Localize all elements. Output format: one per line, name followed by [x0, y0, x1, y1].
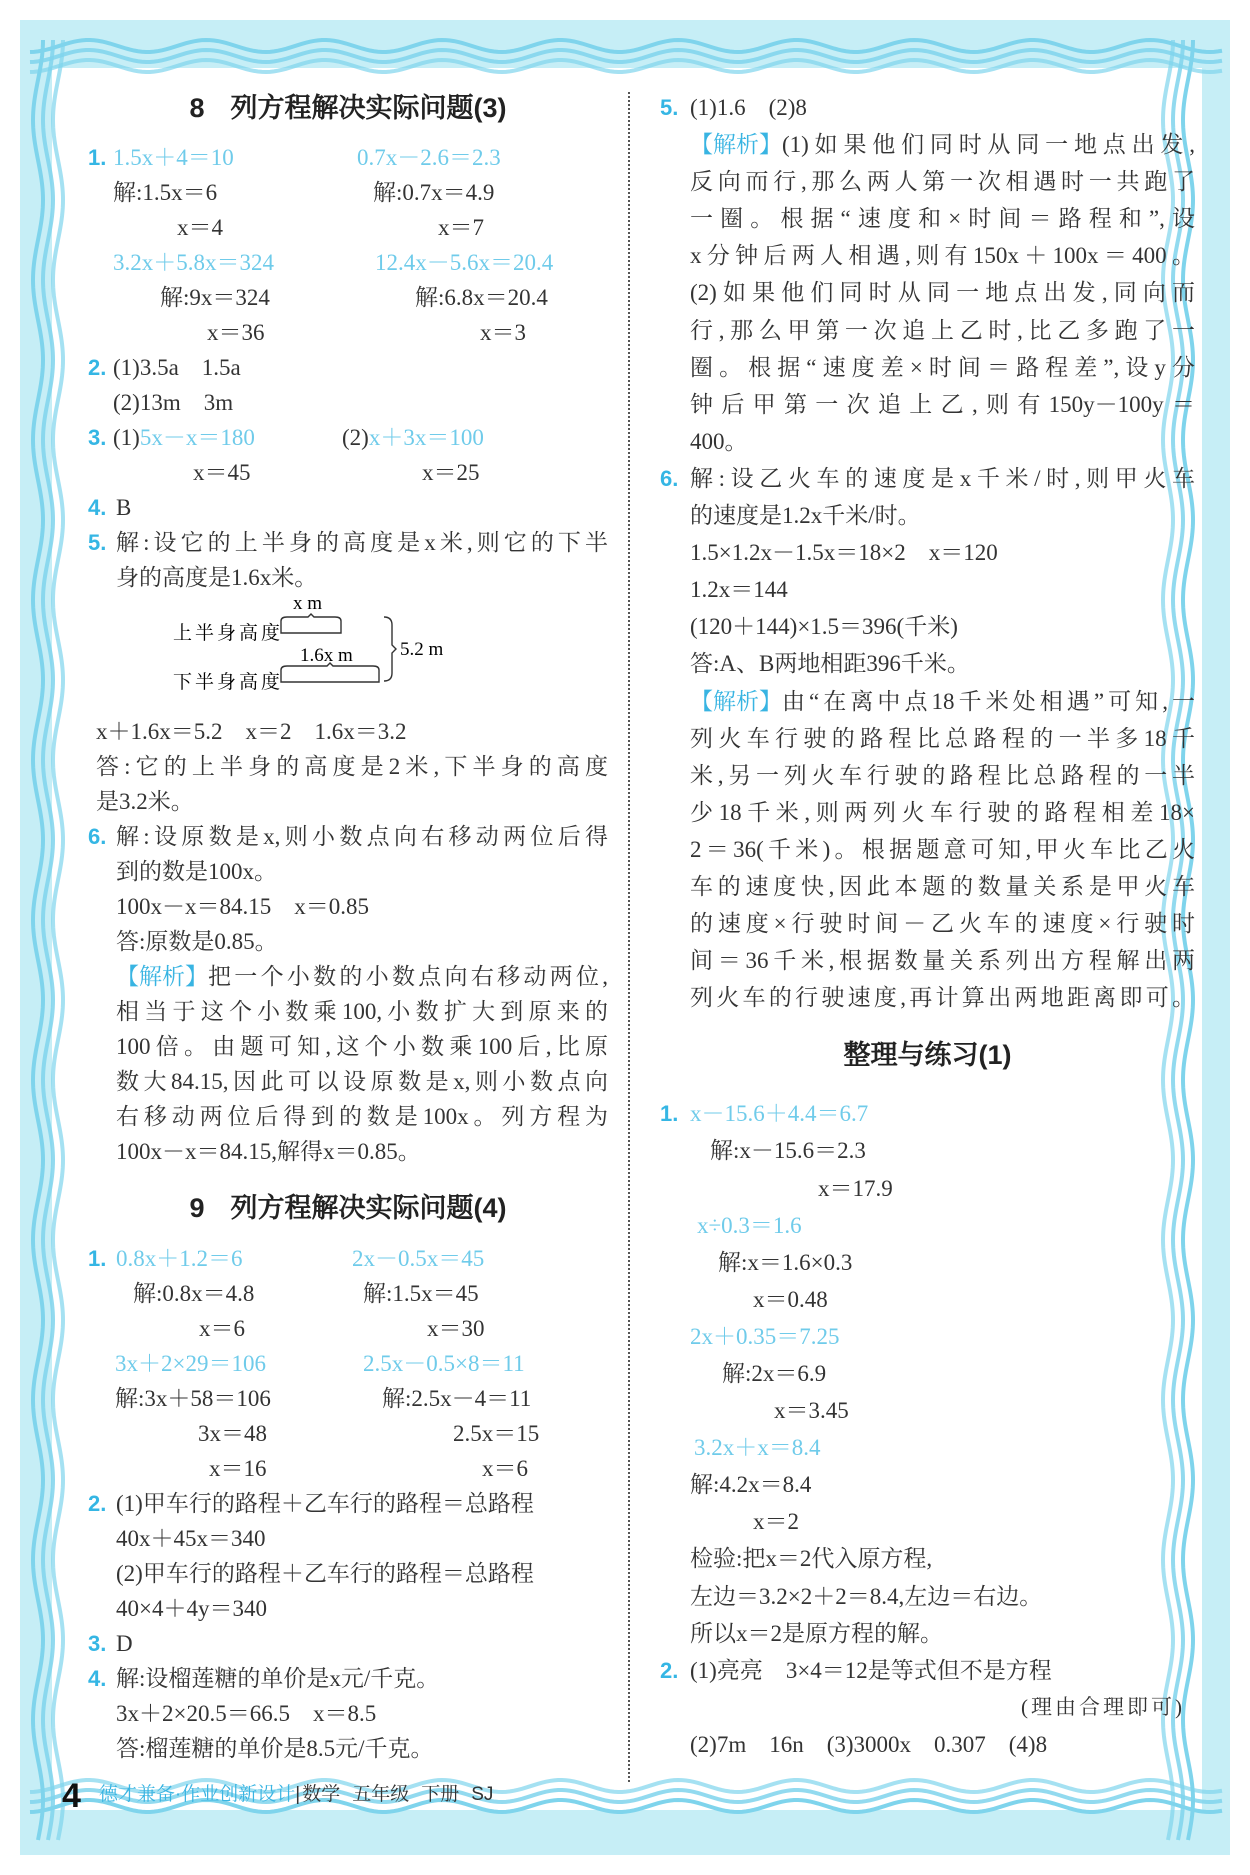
answer-text: 是3.2米。 — [96, 789, 194, 814]
s9-q2-line — [88, 1486, 608, 1521]
section-8-title — [88, 88, 608, 128]
review-q2-note — [660, 1689, 1195, 1726]
question-number: 3. — [88, 1630, 107, 1656]
answer-text: 100x－x＝84.15 x＝0.85 — [116, 894, 369, 919]
analysis-tag: 【解析】 — [690, 131, 782, 158]
volume: 下册 — [421, 1784, 460, 1805]
answer-text: 解:设原数是x,则小数点向右移动两位后得 — [116, 824, 608, 849]
series-brand: 德才兼备·作业创新设计 — [98, 1784, 296, 1805]
separator: | — [295, 1784, 301, 1805]
review-q1-row — [660, 1355, 1195, 1392]
r-q6-analysis-line — [660, 905, 1195, 942]
equation: 0.7x－2.6＝2.3 — [357, 145, 501, 170]
answer-text: (2)7m 16n (3)3000x 0.307 (4)8 — [690, 1731, 1048, 1757]
equation: 3.2x＋x＝8.4 — [694, 1435, 821, 1461]
s8-q2-line — [88, 350, 608, 385]
review-title: 整理与练习(1) — [843, 1040, 1012, 1071]
analysis-text: 少18千米,则两列火车行驶的路程相差18× — [690, 799, 1195, 825]
solution-step: 解:x－15.6＝2.3 — [710, 1138, 866, 1164]
equation: 2x－0.5x＝45 — [352, 1245, 485, 1271]
equation: 0.8x＋1.2＝6 — [116, 1245, 243, 1271]
equation: x÷0.3＝1.6 — [697, 1212, 802, 1238]
analysis-text: 2＝36(千米)。根据题意可知,甲火车比乙火 — [690, 836, 1195, 862]
solution-step: x＝16 — [209, 1455, 267, 1481]
page-number: 4 — [62, 1776, 81, 1815]
check-text: 所以x＝2是原方程的解。 — [690, 1620, 943, 1646]
r-q6-line — [660, 534, 1195, 571]
question-number: 1. — [88, 1245, 107, 1271]
subject: 数学 — [302, 1784, 341, 1805]
s9-q2-line — [88, 1556, 608, 1591]
right-column — [660, 89, 1195, 1763]
solution-step: x＝3 — [480, 320, 526, 345]
question-number: 6. — [88, 824, 107, 849]
s8-q5-line — [88, 560, 608, 595]
s8-q6-line — [88, 819, 608, 854]
answer-text: (2)13m 3m — [113, 390, 234, 415]
solution-step: 解:1.5x＝6 — [113, 180, 218, 205]
question-number: 1. — [660, 1101, 679, 1127]
r-q5-analysis-line — [660, 274, 1195, 311]
s8-q1-row — [88, 245, 608, 280]
s8-q1-row — [88, 140, 608, 175]
analysis-text: 间＝36千米,根据数量关系列出方程解出两 — [690, 948, 1195, 974]
solution-step: 解:1.5x＝45 — [363, 1280, 479, 1306]
s8-q6-line — [88, 924, 608, 959]
question-number: 3. — [88, 425, 107, 450]
question-number: 2. — [88, 355, 107, 380]
solution-step: x＝17.9 — [818, 1175, 893, 1201]
question-number: 5. — [660, 95, 679, 120]
r-q6-analysis-line — [660, 942, 1195, 979]
solution-step: 解:6.8x＝20.4 — [415, 285, 548, 310]
analysis-text: 相当于这个小数乘100,小数扩大到原来的 — [116, 999, 608, 1024]
equation: 3.2x＋5.8x＝324 — [113, 250, 274, 275]
solution-step: x＝6 — [482, 1455, 528, 1481]
analysis-text: 反向而行,那么两人第一次相遇时一共跑了 — [690, 169, 1195, 195]
total-value-label: 5.2 m — [400, 639, 444, 660]
solution-step: 解:9x＝324 — [160, 285, 270, 310]
s9-q4-line — [88, 1696, 608, 1731]
s9-q3-line — [88, 1626, 608, 1661]
section-number: 8 — [189, 93, 205, 123]
part-prefix: (2) — [342, 425, 369, 450]
review-q1-row — [660, 1207, 1195, 1244]
r-q5-analysis-line — [660, 200, 1195, 237]
review-q1-row — [660, 1095, 1195, 1132]
solution-step: x＝0.48 — [753, 1286, 828, 1312]
r-q6-line — [660, 645, 1195, 682]
analysis-text: 列火车的行驶速度,再计算出两地距离即可。 — [690, 985, 1195, 1011]
r-q5-line — [660, 89, 1195, 126]
review-q2-line — [660, 1652, 1195, 1689]
section-9-title — [88, 1169, 608, 1241]
solution-step: 解:3x＋58＝106 — [115, 1385, 271, 1411]
s9-q1-row — [88, 1451, 608, 1486]
solution-step: x＝45 — [193, 460, 251, 485]
analysis-tag: 【解析】 — [116, 963, 208, 989]
r-q6-line — [660, 571, 1195, 608]
note-text: (理由合理即可) — [1021, 1694, 1185, 1719]
solution-step: 解:4.2x＝8.4 — [690, 1472, 812, 1498]
section-title: 列方程解决实际问题(4) — [230, 1193, 507, 1223]
question-number: 5. — [88, 530, 107, 555]
analysis-text: (1)如果他们同时从同一地点出发, — [782, 132, 1195, 158]
s8-q1-row — [88, 280, 608, 315]
solution-step: 解:0.8x＝4.8 — [133, 1280, 255, 1306]
review-check-line — [660, 1578, 1195, 1615]
s8-q5-line — [88, 749, 608, 784]
lower-value-label: 1.6x m — [300, 645, 353, 666]
answer-text: (2)甲车行的路程＋乙车行的路程＝总路程 — [116, 1560, 534, 1586]
s8-q2-line — [88, 385, 608, 420]
r-q6-analysis-line — [660, 757, 1195, 794]
analysis-text: 一圈。根据“速度和×时间＝路程和”,设 — [690, 206, 1195, 232]
answer-text: B — [116, 495, 132, 520]
answer-text: 答:榴莲糖的单价是8.5元/千克。 — [116, 1735, 434, 1761]
answer-text: 答:它的上半身的高度是2米,下半身的高度 — [96, 754, 608, 779]
r-q5-analysis-line — [660, 312, 1195, 349]
solution-step: 解:x＝1.6×0.3 — [718, 1249, 853, 1275]
review-q1-row — [660, 1318, 1195, 1355]
answer-text: (120＋144)×1.5＝396(千米) — [690, 614, 958, 640]
analysis-text: 米,另一列火车行驶的路程比总路程的一半 — [690, 762, 1195, 788]
solution-step: 2.5x＝15 — [453, 1420, 540, 1446]
column-divider — [628, 92, 630, 1782]
answer-text: (1)3.5a 1.5a — [113, 355, 241, 380]
s8-q3-row — [88, 420, 608, 455]
r-q6-analysis-line — [660, 979, 1195, 1016]
answer-text: 解:设它的上半身的高度是x米,则它的下半 — [116, 530, 608, 555]
equation: 2.5x－0.5×8＝11 — [363, 1350, 525, 1376]
s8-q4-line — [88, 490, 608, 525]
r-q5-analysis-line — [660, 423, 1195, 460]
solution-step: x＝25 — [422, 460, 480, 485]
question-number: 6. — [660, 465, 679, 491]
equation: x＋3x＝100 — [368, 425, 484, 450]
upper-label: 上半身高度 — [173, 623, 284, 644]
s8-q6-analysis-line — [88, 1099, 608, 1134]
review-q1-row — [660, 1466, 1195, 1503]
s9-q4-line — [88, 1661, 608, 1696]
r-q6-analysis-line — [660, 683, 1195, 720]
review-check-line — [660, 1615, 1195, 1652]
review-q1-row — [660, 1429, 1195, 1466]
analysis-text: 列火车行驶的路程比总路程的一半多18千 — [690, 725, 1195, 751]
r-q6-analysis-line — [660, 831, 1195, 868]
s9-q1-row — [88, 1416, 608, 1451]
answer-text: (1)亮亮 3×4＝12是等式但不是方程 — [690, 1657, 1052, 1683]
review-q1-row — [660, 1281, 1195, 1318]
analysis-text: 数大84.15,因此可以设原数是x,则小数点向 — [116, 1069, 608, 1094]
answer-text: 1.5×1.2x－1.5x＝18×2 x＝120 — [690, 540, 998, 566]
answer-text: x＋1.6x＝5.2 x＝2 1.6x＝3.2 — [96, 719, 407, 744]
review-q2-line — [660, 1726, 1195, 1763]
review-q1-row — [660, 1392, 1195, 1429]
solution-step: x＝2 — [753, 1509, 799, 1535]
solution-step: 解:2.5x－4＝11 — [382, 1385, 532, 1411]
question-number: 2. — [660, 1657, 679, 1683]
edition: SJ — [471, 1784, 494, 1805]
page-footer — [62, 1775, 505, 1815]
part-prefix: (1) — [113, 425, 140, 450]
answer-text: 到的数是100x。 — [116, 859, 277, 884]
lower-label: 下半身高度 — [173, 672, 284, 693]
s8-q6-analysis-line — [88, 959, 608, 994]
analysis-text: 行,那么甲第一次追上乙时,比乙多跑了一 — [690, 317, 1195, 343]
s8-q5-line — [88, 714, 608, 749]
answer-text: (1)1.6 (2)8 — [690, 95, 807, 120]
question-number: 1. — [88, 145, 107, 170]
review-q1-row — [660, 1170, 1195, 1207]
analysis-text: 圈。根据“速度差×时间＝路程差”,设y分 — [690, 354, 1195, 380]
upper-brace — [281, 614, 341, 633]
solution-step: x＝36 — [207, 320, 265, 345]
analysis-text: 钟后甲第一次追上乙,则有150y－100y＝ — [690, 391, 1195, 417]
answer-text: 3x＋2×20.5＝66.5 x＝8.5 — [116, 1700, 377, 1726]
analysis-text: 100x－x＝84.15,解得x＝0.85。 — [116, 1139, 421, 1164]
answer-text: 答:A、B两地相距396千米。 — [690, 651, 970, 677]
left-column — [88, 140, 608, 1766]
solution-step: x＝7 — [438, 215, 484, 240]
s9-q1-row — [88, 1311, 608, 1346]
s9-q4-line — [88, 1731, 608, 1766]
height-diagram — [88, 595, 608, 714]
s8-q6-analysis-line — [88, 1134, 608, 1169]
r-q6-line — [660, 460, 1195, 497]
s8-q5-line — [88, 525, 608, 560]
answer-text: 身的高度是1.6x米。 — [116, 565, 318, 590]
review-check-line — [660, 1540, 1195, 1577]
analysis-text: 车的速度快,因此本题的数量关系是甲火车 — [690, 873, 1195, 899]
answer-text: 答:原数是0.85。 — [116, 929, 278, 954]
solution-step: 3x＝48 — [198, 1420, 267, 1446]
solution-step: 解:0.7x＝4.9 — [373, 180, 495, 205]
solution-step: x＝4 — [177, 215, 223, 240]
analysis-text: x分钟后两人相遇,则有150x＋100x＝400。 — [690, 243, 1195, 269]
r-q5-analysis-line — [660, 386, 1195, 423]
equation: x－15.6＋4.4＝6.7 — [690, 1101, 869, 1127]
analysis-tag: 【解析】 — [690, 687, 782, 714]
r-q5-analysis-line — [660, 349, 1195, 386]
r-q6-analysis-line — [660, 794, 1195, 831]
equation: 5x－x＝180 — [139, 425, 255, 450]
solution-step: x＝6 — [199, 1315, 245, 1341]
s9-q1-row — [88, 1346, 608, 1381]
section-title: 列方程解决实际问题(3) — [230, 93, 507, 123]
r-q6-analysis-line — [660, 720, 1195, 757]
answer-text: 的速度是1.2x千米/时。 — [690, 503, 921, 529]
s9-q1-row — [88, 1276, 608, 1311]
r-q6-analysis-line — [660, 868, 1195, 905]
r-q6-line — [660, 497, 1195, 534]
solution-step: x＝3.45 — [774, 1398, 849, 1424]
s8-q1-row — [88, 315, 608, 350]
solution-step: 解:2x＝6.9 — [722, 1361, 827, 1386]
analysis-text: 100倍。由题可知,这个小数乘100后,比原 — [116, 1034, 608, 1059]
answer-text: 解:设乙火车的速度是x千米/时,则甲火车 — [690, 465, 1195, 491]
equation: 1.5x＋4＝10 — [113, 145, 234, 170]
total-brace — [384, 617, 396, 681]
analysis-text: (2)如果他们同时从同一地点出发,同向而 — [690, 280, 1195, 306]
answer-text: 解:设榴莲糖的单价是x元/千克。 — [116, 1665, 440, 1691]
analysis-text: 的速度×行驶时间－乙火车的速度×行驶时 — [690, 911, 1195, 937]
r-q5-analysis-line — [660, 126, 1195, 163]
s8-q6-line — [88, 854, 608, 889]
check-text: 检验:把x＝2代入原方程, — [690, 1546, 933, 1572]
equation: 12.4x－5.6x＝20.4 — [375, 250, 554, 275]
question-number: 4. — [88, 1665, 107, 1691]
s9-q2-line — [88, 1521, 608, 1556]
answer-text: (1)甲车行的路程＋乙车行的路程＝总路程 — [116, 1490, 534, 1516]
s8-q3-row — [88, 455, 608, 490]
r-q5-analysis-line — [660, 163, 1195, 200]
answer-text: 1.2x＝144 — [690, 577, 788, 603]
r-q6-line — [660, 608, 1195, 645]
answer-text: 40x＋45x＝340 — [116, 1525, 266, 1551]
review-q1-row — [660, 1503, 1195, 1540]
s8-q5-line — [88, 784, 608, 819]
analysis-text: 把一个小数的小数点向右移动两位, — [208, 964, 608, 989]
s8-q1-row — [88, 210, 608, 245]
s8-q1-row — [88, 175, 608, 210]
section-number: 9 — [189, 1193, 205, 1223]
answer-text: D — [116, 1630, 133, 1656]
equation: 3x＋2×29＝106 — [115, 1350, 266, 1376]
answer-text: 40×4＋4y＝340 — [116, 1595, 267, 1621]
analysis-text: 右移动两位后得到的数是100x。列方程为 — [116, 1104, 608, 1129]
s9-q2-line — [88, 1591, 608, 1626]
question-number: 2. — [88, 1490, 107, 1516]
grade: 五年级 — [352, 1784, 410, 1805]
s9-q1-row — [88, 1241, 608, 1276]
review-q1-row — [660, 1244, 1195, 1281]
check-text: 左边＝3.2×2＋2＝8.4,左边＝右边。 — [690, 1583, 1043, 1609]
solution-step: x＝30 — [427, 1315, 485, 1341]
analysis-text: 由“在离中点18千米处相遇”可知,一 — [782, 688, 1195, 714]
analysis-text: 400。 — [690, 428, 748, 454]
r-q5-analysis-line — [660, 237, 1195, 274]
s8-q6-analysis-line — [88, 1064, 608, 1099]
question-number: 4. — [88, 495, 107, 520]
equation: 2x＋0.35＝7.25 — [690, 1323, 840, 1349]
s9-q1-row — [88, 1381, 608, 1416]
review-q1-row — [660, 1132, 1195, 1169]
s8-q6-line — [88, 889, 608, 924]
upper-value-label: x m — [293, 593, 323, 614]
s8-q6-analysis-line — [88, 1029, 608, 1064]
s8-q6-analysis-line — [88, 994, 608, 1029]
